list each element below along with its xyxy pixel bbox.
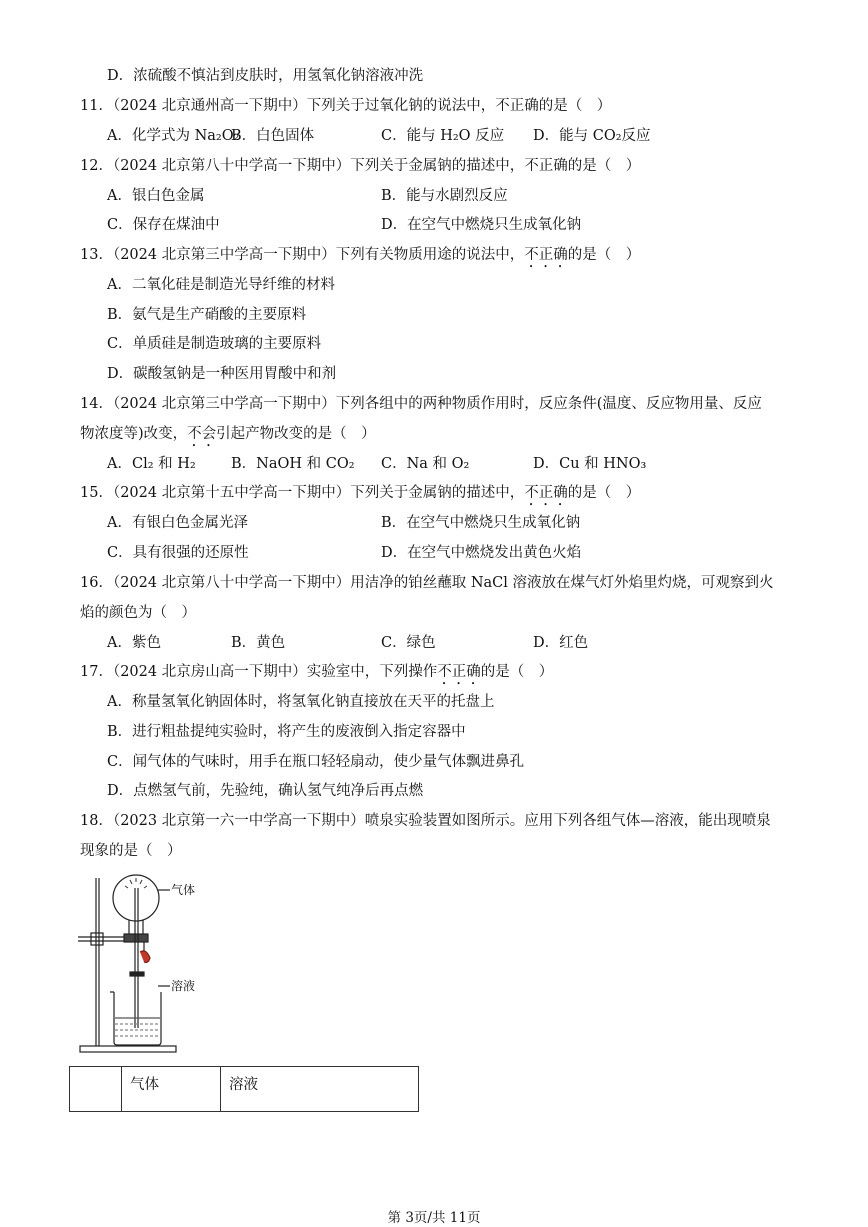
fountain-apparatus-figure (74, 868, 224, 1058)
stand-base (80, 1046, 176, 1052)
q15-stem-emphasis: 不正确 (524, 485, 568, 501)
q18-stem-line1: 18．（2023 北京第一六一中学高一下期中）喷泉实验装置如图所示。应用下列各组气体—溶液，能出现喷泉 (80, 813, 771, 829)
q14-stem-emphasis: 不会 (187, 426, 217, 442)
q13-stem-post: 的是（ ） (567, 247, 641, 263)
q15-stem (80, 483, 640, 509)
q15-option-a: A．有银白色金属光泽 (107, 515, 248, 531)
q14-stem-post: 引起产物改变的是（ ） (216, 426, 376, 442)
q11-option-b: B．白色固体 (231, 128, 315, 144)
q16-stem-line2: 焰的颜色为（ ） (80, 605, 196, 621)
q13-option-d: D．碳酸氢钠是一种医用胃酸中和剂 (107, 366, 337, 382)
q17-option-b: B．进行粗盐提纯实验时，将产生的废液倒入指定容器中 (107, 724, 466, 740)
q15-stem-post: 的是（ ） (567, 485, 641, 501)
label-gas: 气体 (171, 883, 196, 897)
q10-option-d: D．浓硫酸不慎沾到皮肤时，用氢氧化钠溶液冲洗 (107, 68, 424, 84)
q12-option-b: B．能与水剧烈反应 (381, 188, 508, 204)
q14-stem-line1: 14．（2024 北京第三中学高一下期中）下列各组中的两种物质作用时，反应条件(温度、反应物用量、反应 (80, 396, 762, 412)
q17-option-c: C．闻气体的气味时，用手在瓶口轻轻扇动，使少量气体飘进鼻孔 (107, 754, 525, 770)
q12-stem: 12．（2024 北京第八十中学高一下期中）下列关于金属钠的描述中，不正确的是（ ） (80, 158, 641, 174)
gas-solution-table (69, 1066, 419, 1112)
q13-option-c: C．单质硅是制造玻璃的主要原料 (107, 336, 322, 352)
q14-stem-line2 (80, 424, 376, 450)
q16-option-b: B．黄色 (231, 635, 286, 651)
q14-option-a: A．Cl₂ 和 H₂ (107, 456, 196, 472)
q14-stem-pre: 物浓度等)改变， (80, 426, 188, 442)
table-row (70, 1067, 419, 1112)
dropper (140, 951, 150, 963)
q15-option-d: D．在空气中燃烧发出黄色火焰 (381, 545, 582, 561)
q16-option-a: A．紫色 (107, 635, 161, 651)
q17-stem-post: 的是（ ） (480, 664, 554, 680)
page-footer: 第 3页/共 11页 (387, 1210, 481, 1226)
q13-option-a: A．二氧化硅是制造光导纤维的材料 (107, 277, 335, 293)
q12-option-a: A．银白色金属 (107, 188, 205, 204)
q17-stem (80, 662, 553, 688)
q18-stem-line2: 现象的是（ ） (80, 843, 182, 859)
q16-option-c: C．绿色 (381, 635, 436, 651)
q14-option-b: B．NaOH 和 CO₂ (231, 456, 355, 472)
q12-option-c: C．保存在煤油中 (107, 217, 220, 233)
q17-stem-pre: 17．（2024 北京房山高一下期中）实验室中，下列操作 (80, 664, 438, 680)
q16-stem-line1: 16．（2024 北京第八十中学高一下期中）用洁净的铂丝蘸取 NaCl 溶液放在煤气灯外焰里灼烧，可观察到火 (80, 575, 774, 591)
q14-option-d: D．Cu 和 HNO₃ (533, 456, 647, 472)
table-cell (70, 1067, 122, 1112)
q16-option-d: D．红色 (533, 635, 589, 651)
q17-option-d: D．点燃氢气前，先验纯，确认氢气纯净后再点燃 (107, 783, 424, 799)
table-header-gas: 气体 (122, 1067, 221, 1112)
q11-option-d: D．能与 CO₂反应 (533, 128, 651, 144)
q11-option-c: C．能与 H₂O 反应 (381, 128, 505, 144)
q17-option-a: A．称量氢氧化钠固体时，将氢氧化钠直接放在天平的托盘上 (107, 694, 495, 710)
q13-stem-emphasis: 不正确 (524, 247, 568, 263)
q11-stem: 11．（2024 北京通州高一下期中）下列关于过氧化钠的说法中，不正确的是（ ） (80, 98, 612, 114)
q11-option-a: A．化学式为 Na₂O₂ (107, 128, 240, 144)
q17-stem-emphasis: 不正确 (437, 664, 481, 680)
stopper (124, 934, 148, 942)
q13-option-b: B．氨气是生产硝酸的主要原料 (107, 307, 307, 323)
q15-option-c: C．具有很强的还原性 (107, 545, 249, 561)
q15-stem-pre: 15．（2024 北京第十五中学高一下期中）下列关于金属钠的描述中， (80, 485, 525, 501)
q12-option-d: D．在空气中燃烧只生成氧化钠 (381, 217, 582, 233)
label-solution: 溶液 (171, 979, 196, 993)
table-header-solution: 溶液 (221, 1067, 419, 1112)
q14-option-c: C．Na 和 O₂ (381, 456, 470, 472)
q13-stem-pre: 13．（2024 北京第三中学高一下期中）下列有关物质用途的说法中， (80, 247, 525, 263)
q13-stem (80, 245, 640, 271)
q15-option-b: B．在空气中燃烧只生成氧化钠 (381, 515, 581, 531)
